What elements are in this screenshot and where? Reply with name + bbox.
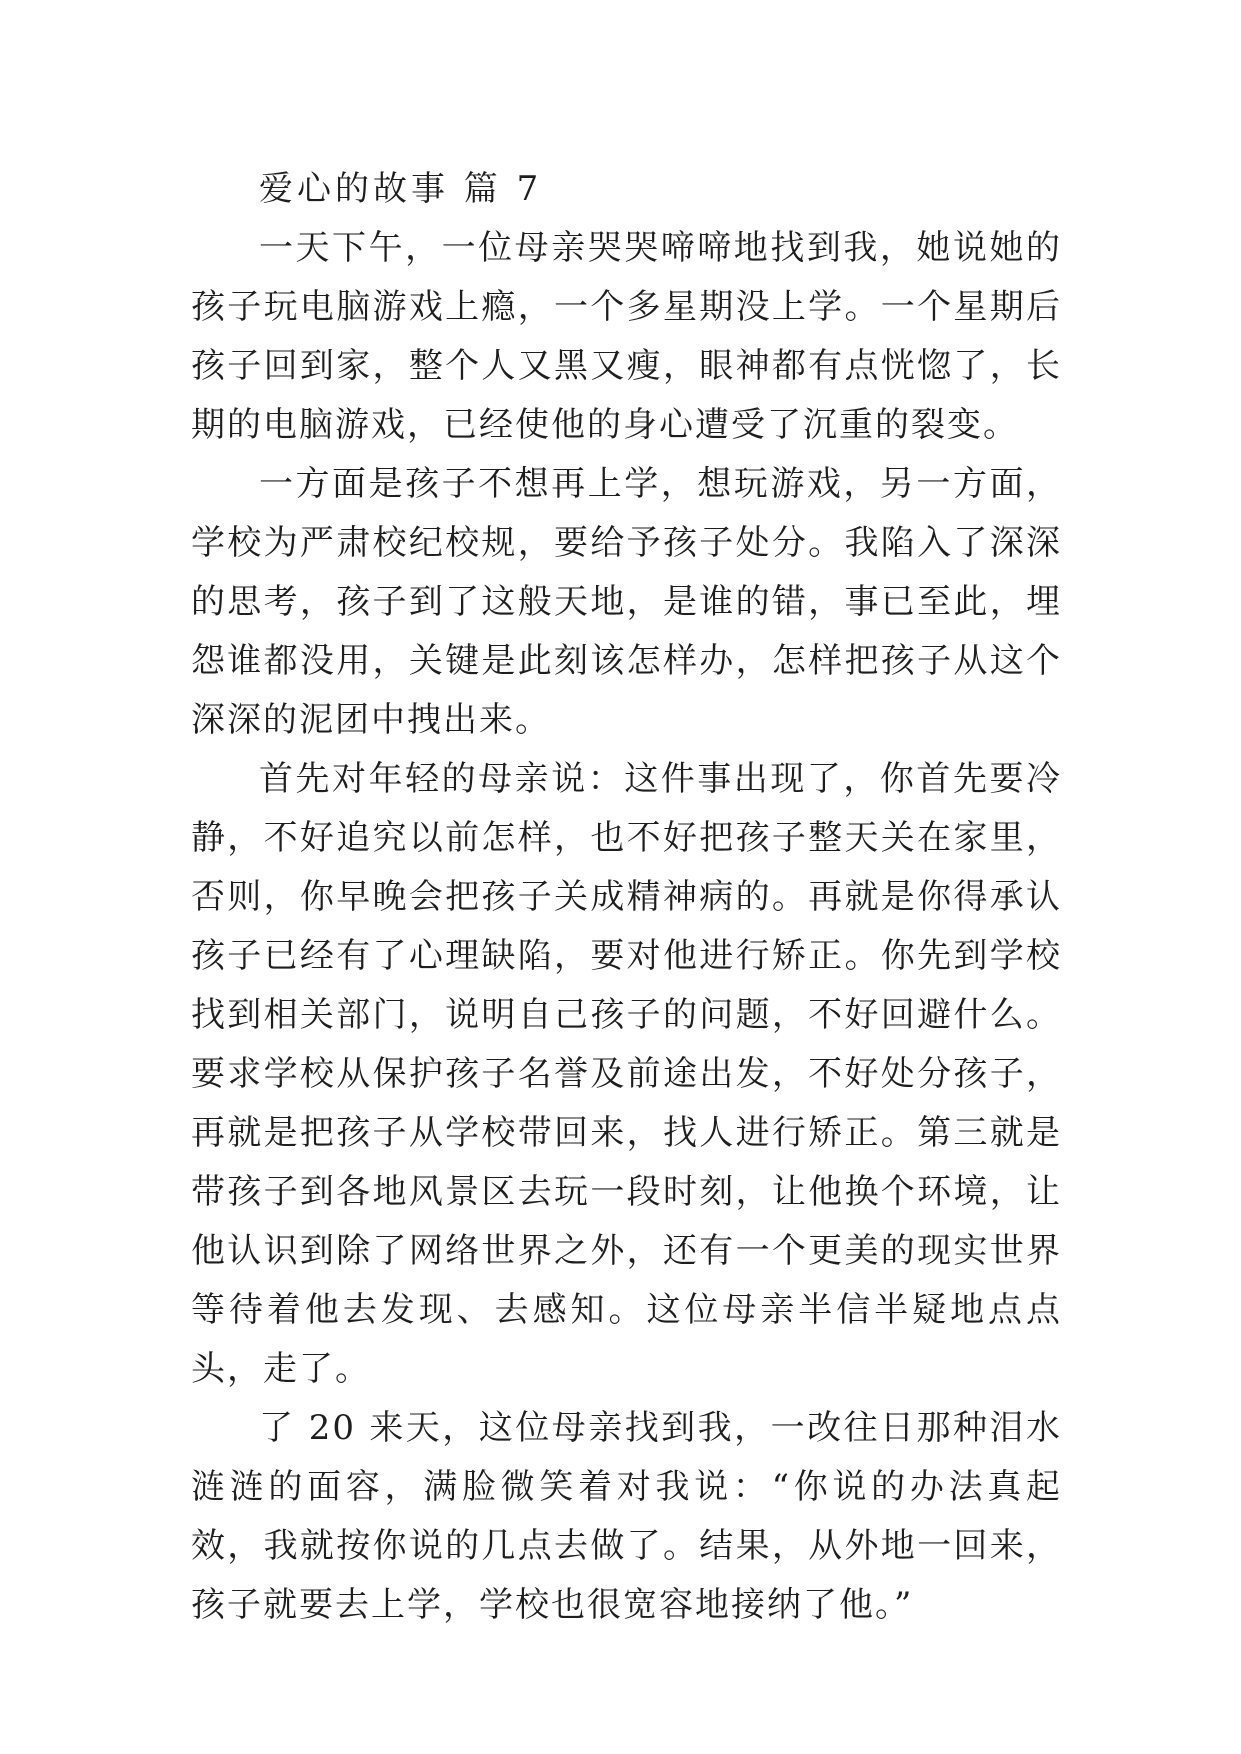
paragraph-1: 一天下午，一位母亲哭哭啼啼地找到我，她说她的孩子玩电脑游戏上瘾，一个多星期没上学。一个星期后孩子回到家，整个人又黑又瘦，眼神都有点恍惚了，长期的电脑游戏，已经使他的身心遭受了沉重的裂变。 (191, 228, 1062, 445)
document-page (191, 160, 1062, 1635)
paragraph-3: 首先对年轻的母亲说：这件事出现了，你首先要冷静，不好追究以前怎样，也不好把孩子整天关在家里，否则，你早晚会把孩子关成精神病的。再就是你得承认孩子已经有了心理缺陷，要对他进行矫正。你先到学校找到相关部门，说明自己孩子的问题，不好回避什么。要求学校从保护孩子名誉及前途出发，不好处分孩子，再就是把孩子从学校带回来，找人进行矫正。第三就是带孩子到各地风景区去玩一段时刻，让他换个环境，让他认识到除了网络世界之外，还有一个更美的现实世界等待着他去发现、去感知。这位母亲半信半疑地点点头，走了。 (191, 759, 1062, 1389)
paragraph-2: 一方面是孩子不想再上学，想玩游戏，另一方面，学校为严肃校纪校规，要给予孩子处分。我陷入了深深的思考，孩子到了这般天地，是谁的错，事已至此，埋怨谁都没用，关键是此刻该怎样办，怎样把孩子从这个深深的泥团中拽出来。 (191, 464, 1062, 740)
paragraph-4: 了 20 来天，这位母亲找到我，一改往日那种泪水涟涟的面容，满脸微笑着对我说：“你说的办法真起效，我就按你说的几点去做了。结果，从外地一回来，孩子就要去上学，学校也很宽容地接纳了他。” (191, 1408, 1062, 1625)
document-title: 爱心的故事 篇 7 (259, 169, 543, 209)
